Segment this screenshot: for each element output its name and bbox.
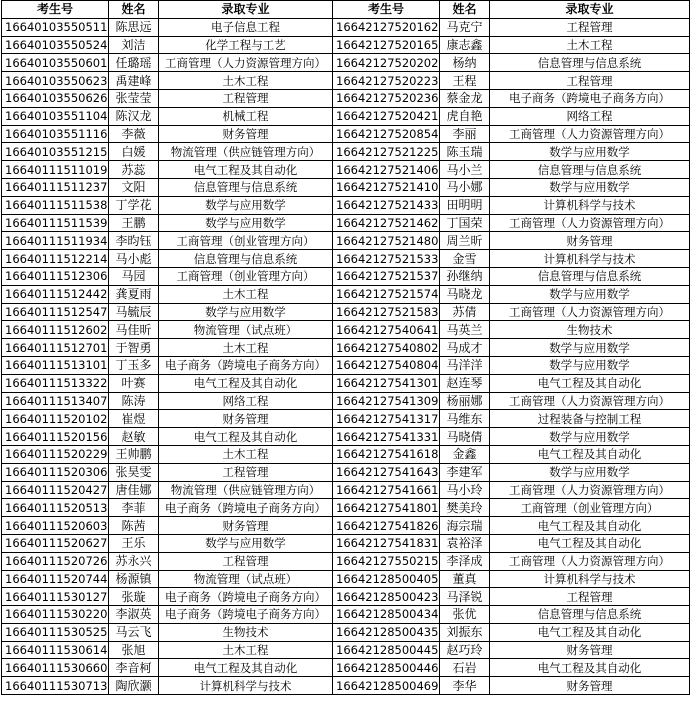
major-right: 生物技术 [490,321,690,339]
major-left: 土木工程 [159,445,333,463]
major-left: 工商管理（创业管理方向） [159,232,333,250]
exam-id-left: 16640103550623 [2,72,109,90]
student-name-left: 张璇 [109,588,159,606]
student-name-right: 马克宁 [440,18,490,36]
student-name-right: 李丽 [440,125,490,143]
student-name-left: 马云飞 [109,623,159,641]
table-row [2,196,690,214]
major-left: 电子商务（跨境电子商务方向） [159,588,333,606]
student-name-left: 陈汉龙 [109,107,159,125]
table-row [2,267,690,285]
student-name-left: 于智勇 [109,339,159,357]
major-left: 电气工程及其自动化 [159,161,333,179]
header-exam-id-right: 考生号 [333,1,440,19]
table-row [2,534,690,552]
major-left: 物流管理（试点班） [159,570,333,588]
major-left: 电气工程及其自动化 [159,428,333,446]
exam-id-left: 16640103550626 [2,89,109,107]
exam-id-right: 16642127541643 [333,463,440,481]
table-row [2,89,690,107]
major-right: 数学与应用数学 [490,356,690,374]
major-left: 化学工程与工艺 [159,36,333,54]
student-name-left: 陈思远 [109,18,159,36]
exam-id-left: 16640111530713 [2,677,109,695]
table-row [2,588,690,606]
table-row [2,428,690,446]
table-row [2,606,690,624]
student-name-right: 赵连琴 [440,374,490,392]
exam-id-right: 16642128500405 [333,570,440,588]
table-row [2,339,690,357]
major-left: 物流管理（试点班） [159,321,333,339]
student-name-right: 周兰昕 [440,232,490,250]
exam-id-left: 16640111520627 [2,534,109,552]
student-name-left: 苏永兴 [109,552,159,570]
major-left: 工程管理 [159,463,333,481]
major-right: 计算机科学与技术 [490,250,690,268]
major-right: 工商管理（创业管理方向） [490,499,690,517]
major-left: 物流管理（供应链管理方向） [159,481,333,499]
exam-id-right: 16642127541317 [333,410,440,428]
student-name-left: 白媛 [109,143,159,161]
table-row [2,659,690,677]
exam-id-right: 16642127521583 [333,303,440,321]
major-right: 信息管理与信息系统 [490,161,690,179]
table-row [2,499,690,517]
major-right: 过程装备与控制工程 [490,410,690,428]
major-right: 数学与应用数学 [490,143,690,161]
exam-id-left: 16640111511237 [2,178,109,196]
student-name-left: 李菲 [109,499,159,517]
exam-id-left: 16640103551104 [2,107,109,125]
table-row [2,107,690,125]
student-name-right: 马晓倩 [440,428,490,446]
exam-id-left: 16640111512306 [2,267,109,285]
table-row [2,374,690,392]
table-row [2,36,690,54]
table-row [2,481,690,499]
table-row [2,18,690,36]
major-left: 计算机科学与技术 [159,677,333,695]
student-name-left: 马佳昕 [109,321,159,339]
header-major-right: 录取专业 [490,1,690,19]
exam-id-right: 16642127520854 [333,125,440,143]
student-name-left: 张昊雯 [109,463,159,481]
exam-id-left: 16640111530614 [2,641,109,659]
exam-id-right: 16642127521433 [333,196,440,214]
student-name-right: 马晓龙 [440,285,490,303]
exam-id-right: 16642127520165 [333,36,440,54]
major-right: 工程管理 [490,72,690,90]
exam-id-right: 16642127550215 [333,552,440,570]
exam-id-right: 16642127541301 [333,374,440,392]
exam-id-left: 16640111530525 [2,623,109,641]
exam-id-right: 16642128500435 [333,623,440,641]
exam-id-right: 16642127541826 [333,517,440,535]
exam-id-left: 16640111511538 [2,196,109,214]
student-name-left: 叶赛 [109,374,159,392]
student-name-right: 杨丽娜 [440,392,490,410]
major-left: 电子商务（跨境电子商务方向） [159,356,333,374]
exam-id-left: 16640111511934 [2,232,109,250]
major-left: 机械工程 [159,107,333,125]
major-right: 工程管理 [490,588,690,606]
major-right: 计算机科学与技术 [490,570,690,588]
exam-id-right: 16642127541661 [333,481,440,499]
major-right: 网络工程 [490,107,690,125]
student-name-left: 张莹莹 [109,89,159,107]
exam-id-right: 16642128500446 [333,659,440,677]
exam-id-right: 16642127520236 [333,89,440,107]
exam-id-left: 16640111512701 [2,339,109,357]
student-name-left: 王乐 [109,534,159,552]
student-name-left: 张旭 [109,641,159,659]
exam-id-left: 16640111513322 [2,374,109,392]
exam-id-left: 16640111520513 [2,499,109,517]
table-row [2,178,690,196]
major-right: 财务管理 [490,232,690,250]
exam-id-left: 16640111513101 [2,356,109,374]
student-name-right: 马小兰 [440,161,490,179]
student-name-left: 王鹏 [109,214,159,232]
table-row [2,410,690,428]
major-left: 数学与应用数学 [159,214,333,232]
table-row [2,125,690,143]
major-left: 工商管理（人力资源管理方向） [159,54,333,72]
header-name-left: 姓名 [109,1,159,19]
exam-id-left: 16640111511019 [2,161,109,179]
student-name-left: 苏蕊 [109,161,159,179]
exam-id-right: 16642127541831 [333,534,440,552]
major-left: 工商管理（创业管理方向） [159,267,333,285]
student-name-right: 孙继纳 [440,267,490,285]
student-name-left: 李薇 [109,125,159,143]
table-row [2,161,690,179]
student-name-right: 虎自艳 [440,107,490,125]
table-row [2,72,690,90]
admission-table [1,0,690,695]
exam-id-right: 16642127541309 [333,392,440,410]
exam-id-left: 16640111520726 [2,552,109,570]
major-right: 数学与应用数学 [490,339,690,357]
exam-id-right: 16642127521533 [333,250,440,268]
exam-id-right: 16642127521480 [333,232,440,250]
exam-id-left: 16640111530660 [2,659,109,677]
exam-id-left: 16640103551215 [2,143,109,161]
student-name-right: 马小娜 [440,178,490,196]
exam-id-left: 16640111511539 [2,214,109,232]
student-name-right: 苏倩 [440,303,490,321]
table-row [2,570,690,588]
table-row [2,356,690,374]
student-name-left: 马园 [109,267,159,285]
major-left: 土木工程 [159,339,333,357]
student-name-left: 任璐瑶 [109,54,159,72]
student-name-left: 马小彪 [109,250,159,268]
exam-id-left: 16640103550524 [2,36,109,54]
major-left: 财务管理 [159,517,333,535]
exam-id-left: 16640111520102 [2,410,109,428]
table-row [2,321,690,339]
major-left: 信息管理与信息系统 [159,178,333,196]
major-right: 电子商务（跨境电子商务方向） [490,89,690,107]
table-row [2,677,690,695]
exam-id-left: 16640111520156 [2,428,109,446]
major-right: 信息管理与信息系统 [490,267,690,285]
table-row [2,303,690,321]
student-name-left: 杨源镇 [109,570,159,588]
major-left: 数学与应用数学 [159,303,333,321]
student-name-left: 刘洁 [109,36,159,54]
major-right: 数学与应用数学 [490,178,690,196]
major-left: 数学与应用数学 [159,196,333,214]
student-name-right: 张优 [440,606,490,624]
major-left: 数学与应用数学 [159,534,333,552]
student-name-left: 龚夏雨 [109,285,159,303]
student-name-left: 禹建峰 [109,72,159,90]
student-name-right: 康志鑫 [440,36,490,54]
student-name-left: 唐佳娜 [109,481,159,499]
exam-id-left: 16640111520603 [2,517,109,535]
student-name-right: 李泽成 [440,552,490,570]
major-left: 信息管理与信息系统 [159,250,333,268]
major-left: 电子商务（跨境电子商务方向） [159,499,333,517]
major-left: 土木工程 [159,72,333,90]
table-row [2,463,690,481]
student-name-right: 马小玲 [440,481,490,499]
exam-id-right: 16642127521574 [333,285,440,303]
student-name-left: 陈茜 [109,517,159,535]
major-left: 物流管理（供应链管理方向） [159,143,333,161]
student-name-left: 丁玉多 [109,356,159,374]
exam-id-left: 16640111520229 [2,445,109,463]
exam-id-left: 16640103551116 [2,125,109,143]
table-row [2,54,690,72]
student-name-left: 王帅鹏 [109,445,159,463]
major-right: 电气工程及其自动化 [490,659,690,677]
major-right: 工商管理（人力资源管理方向） [490,303,690,321]
student-name-right: 金鑫 [440,445,490,463]
major-right: 电气工程及其自动化 [490,374,690,392]
student-name-left: 李音柯 [109,659,159,677]
table-row [2,214,690,232]
table-body [2,18,690,694]
student-name-right: 海宗瑞 [440,517,490,535]
student-name-right: 马泽锐 [440,588,490,606]
major-right: 信息管理与信息系统 [490,606,690,624]
student-name-right: 田明明 [440,196,490,214]
student-name-right: 石岩 [440,659,490,677]
major-right: 工商管理（人力资源管理方向） [490,214,690,232]
header-major-left: 录取专业 [159,1,333,19]
exam-id-right: 16642128500434 [333,606,440,624]
major-left: 电子商务（跨境电子商务方向） [159,606,333,624]
exam-id-right: 16642127540641 [333,321,440,339]
exam-id-left: 16640111512442 [2,285,109,303]
student-name-left: 李昀钰 [109,232,159,250]
student-name-right: 丁国荣 [440,214,490,232]
student-name-left: 陈涛 [109,392,159,410]
major-right: 电气工程及其自动化 [490,534,690,552]
major-left: 网络工程 [159,392,333,410]
exam-id-left: 16640103550601 [2,54,109,72]
exam-id-left: 16640111512214 [2,250,109,268]
student-name-right: 董真 [440,570,490,588]
exam-id-right: 16642127520223 [333,72,440,90]
table-row [2,552,690,570]
table-row [2,445,690,463]
student-name-right: 李华 [440,677,490,695]
table-row [2,232,690,250]
major-right: 计算机科学与技术 [490,196,690,214]
major-left: 财务管理 [159,125,333,143]
exam-id-right: 16642127541618 [333,445,440,463]
student-name-right: 樊美玲 [440,499,490,517]
table-row [2,623,690,641]
student-name-right: 王程 [440,72,490,90]
exam-id-left: 16640111520427 [2,481,109,499]
major-left: 土木工程 [159,285,333,303]
exam-id-right: 16642127521537 [333,267,440,285]
exam-id-right: 16642127521225 [333,143,440,161]
exam-id-right: 16642128500469 [333,677,440,695]
major-right: 工商管理（人力资源管理方向） [490,481,690,499]
exam-id-right: 16642127521406 [333,161,440,179]
student-name-right: 马英兰 [440,321,490,339]
exam-id-right: 16642128500445 [333,641,440,659]
header-row [2,1,690,19]
exam-id-left: 16640111512547 [2,303,109,321]
header-name-right: 姓名 [440,1,490,19]
table-row [2,143,690,161]
major-left: 生物技术 [159,623,333,641]
major-right: 数学与应用数学 [490,285,690,303]
student-name-right: 杨纳 [440,54,490,72]
major-right: 数学与应用数学 [490,428,690,446]
major-right: 信息管理与信息系统 [490,54,690,72]
major-right: 财务管理 [490,641,690,659]
major-left: 财务管理 [159,410,333,428]
student-name-right: 马维东 [440,410,490,428]
exam-id-left: 16640111520306 [2,463,109,481]
major-right: 工程管理 [490,18,690,36]
student-name-right: 马洋洋 [440,356,490,374]
exam-id-right: 16642127541331 [333,428,440,446]
major-right: 电气工程及其自动化 [490,623,690,641]
major-right: 工商管理（人力资源管理方向） [490,392,690,410]
student-name-right: 金雪 [440,250,490,268]
student-name-right: 蔡金龙 [440,89,490,107]
table-row [2,285,690,303]
exam-id-left: 16640111513407 [2,392,109,410]
student-name-right: 赵巧玲 [440,641,490,659]
major-left: 电子信息工程 [159,18,333,36]
major-right: 财务管理 [490,677,690,695]
major-left: 工程管理 [159,552,333,570]
exam-id-right: 16642127521410 [333,178,440,196]
exam-id-right: 16642127540804 [333,356,440,374]
student-name-left: 陶欣灏 [109,677,159,695]
exam-id-left: 16640111530220 [2,606,109,624]
table-row [2,250,690,268]
major-right: 电气工程及其自动化 [490,445,690,463]
header-exam-id-left: 考生号 [2,1,109,19]
student-name-left: 赵敏 [109,428,159,446]
student-name-left: 丁学花 [109,196,159,214]
exam-id-left: 16640103550511 [2,18,109,36]
student-name-left: 李淑英 [109,606,159,624]
exam-id-right: 16642127540802 [333,339,440,357]
student-name-left: 马毓辰 [109,303,159,321]
major-left: 土木工程 [159,641,333,659]
exam-id-right: 16642127520162 [333,18,440,36]
table-row [2,517,690,535]
exam-id-right: 16642128500423 [333,588,440,606]
major-right: 土木工程 [490,36,690,54]
major-left: 电气工程及其自动化 [159,659,333,677]
exam-id-right: 16642127521462 [333,214,440,232]
exam-id-left: 16640111520744 [2,570,109,588]
table-row [2,641,690,659]
exam-id-right: 16642127520421 [333,107,440,125]
student-name-left: 文阳 [109,178,159,196]
student-name-right: 袁裕泽 [440,534,490,552]
exam-id-left: 16640111530127 [2,588,109,606]
student-name-left: 崔煜 [109,410,159,428]
student-name-right: 陈玉瑞 [440,143,490,161]
exam-id-left: 16640111512602 [2,321,109,339]
student-name-right: 刘振东 [440,623,490,641]
major-right: 电气工程及其自动化 [490,517,690,535]
exam-id-right: 16642127541801 [333,499,440,517]
student-name-right: 李建军 [440,463,490,481]
student-name-right: 马成才 [440,339,490,357]
major-left: 电气工程及其自动化 [159,374,333,392]
major-left: 工程管理 [159,89,333,107]
major-right: 工商管理（人力资源管理方向） [490,552,690,570]
major-right: 工商管理（人力资源管理方向） [490,125,690,143]
exam-id-right: 16642127520202 [333,54,440,72]
table-row [2,392,690,410]
major-right: 数学与应用数学 [490,463,690,481]
